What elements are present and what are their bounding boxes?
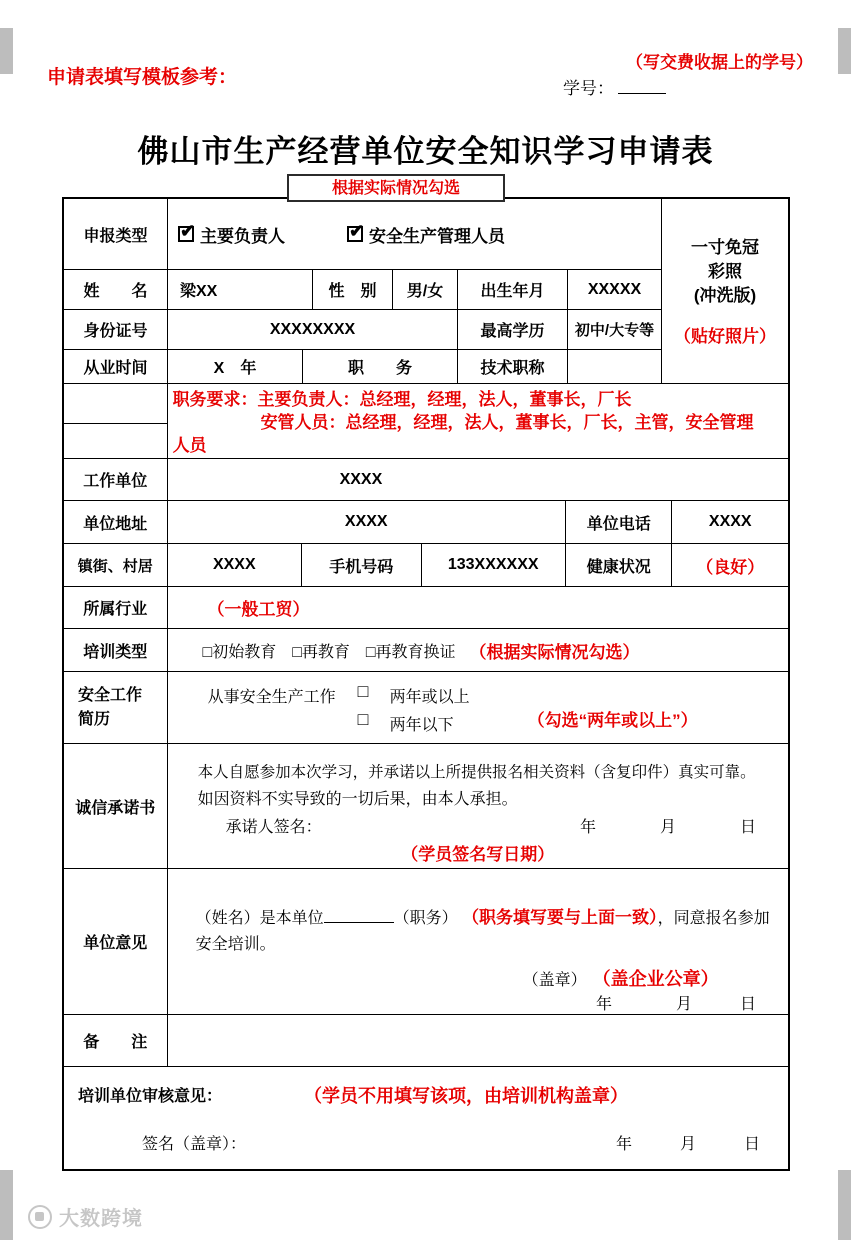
student-number-field: [563, 74, 666, 99]
position-label: 职 务: [302, 350, 457, 383]
unit-opinion-line1: [196, 903, 770, 928]
watermark: [28, 1202, 143, 1231]
industry-cell: [167, 587, 788, 628]
promise-line2: 如因资料不实导致的一切后果，由本人承担。: [197, 791, 518, 808]
unit-opinion-label: 单位意见: [83, 935, 148, 952]
promise-date: 年 月 日: [579, 819, 756, 836]
checkmark-icon: ✔: [349, 221, 365, 241]
page-corner-top-right: [838, 28, 851, 74]
watermark-text: 大数跨境: [59, 1208, 143, 1230]
position-req-line3: 人员: [172, 436, 207, 455]
experience-label-line2: 简历: [78, 710, 111, 728]
id-number-value: XXXXXXXX: [167, 310, 457, 349]
photo-line2: 彩照: [708, 261, 742, 281]
empty-cell: [64, 384, 167, 424]
training-type-hint: （根据实际情况勾选）: [469, 642, 640, 662]
position-requirements: [167, 384, 788, 458]
student-number-blank: [618, 79, 666, 94]
student-number-label: 学号：: [563, 79, 614, 98]
promise-hint: （学员签名写日期）: [401, 845, 555, 864]
position-blank: [324, 908, 394, 923]
page-corner-bottom-left: [0, 1170, 13, 1240]
page-corner-top-left: [0, 28, 13, 74]
training-type-label: 培训类型: [83, 643, 148, 661]
apply-type-option1: 主要负责人: [200, 226, 285, 246]
tech-title-value: [567, 350, 661, 383]
unit-opinion-part4: 安全培训。: [195, 936, 276, 953]
review-hint: （学员不用填写该项，由培训机构盖章）: [304, 1086, 628, 1106]
birth-label: 出生年月: [457, 270, 567, 309]
empty-cell: [64, 424, 167, 458]
address-label: 单位地址: [83, 515, 148, 533]
experience-label-line1: 安全工作: [78, 686, 143, 704]
experience-lead: 从事安全生产工作: [207, 689, 336, 706]
checkmark-icon: ✔: [180, 221, 196, 241]
apply-type-options: [167, 199, 661, 269]
position-req-line1: 职务要求：主要负责人：总经理，经理，法人，董事长，厂长: [172, 390, 632, 409]
photo-cell: [661, 199, 788, 383]
experience-option1: 两年或以上: [389, 689, 470, 706]
gender-label: 性 别: [312, 270, 392, 309]
experience-label: [64, 672, 167, 743]
training-type-options: □初始教育 □再教育 □再教育换证: [202, 643, 456, 661]
student-number-hint: （写交费收据上的学号）: [626, 53, 813, 72]
template-reference-note: 申请表填写模板参考：: [47, 67, 238, 88]
address-value: XXXX: [167, 501, 565, 543]
checkbox-main-responsible[interactable]: [178, 221, 196, 242]
form-title: 佛山市生产经营单位安全知识学习申请表: [137, 134, 714, 169]
apply-type-option2: 安全生产管理人员: [369, 226, 505, 246]
gender-value: 男/女: [392, 270, 457, 309]
promise-sign-label: 承诺人签名：: [225, 819, 322, 836]
unit-opinion-position-hint: （职务填写要与上面一致）: [462, 908, 658, 927]
education-label: 最高学历: [457, 310, 567, 349]
checkbox-two-years-or-more[interactable]: □: [357, 681, 369, 701]
mobile-label: 手机号码: [301, 544, 421, 586]
apply-type-label: 申报类型: [83, 227, 148, 245]
review-label: 培训单位审核意见：: [78, 1088, 223, 1105]
employer-label: 工作单位: [83, 473, 148, 490]
name-value: 梁XX: [167, 270, 312, 309]
photo-line1: 一寸免冠: [691, 237, 759, 257]
industry-label: 所属行业: [83, 601, 148, 618]
work-years-value: X 年: [167, 350, 302, 383]
watermark-logo-icon: [28, 1205, 52, 1229]
position-req-line2: 安管人员：总经理，经理，法人，董事长，厂长，主管，安全管理: [260, 413, 754, 432]
birth-value: XXXXX: [567, 270, 661, 309]
phone-label: 单位电话: [565, 501, 672, 543]
unit-opinion-seal: （盖章）: [522, 972, 587, 989]
remarks-cell: [167, 1015, 788, 1066]
promise-line1: 本人自愿参加本次学习，并承诺以上所提供报名相关资料（含复印件）真实可靠。: [197, 764, 756, 781]
tech-title-label: 技术职称: [457, 350, 567, 383]
review-date: 年 月 日: [615, 1136, 760, 1153]
health-label: 健康状况: [565, 544, 672, 586]
employer-value: XXXX: [339, 470, 383, 488]
unit-opinion-part2: （职务）: [393, 910, 458, 927]
education-value: 初中/大专等: [567, 310, 661, 349]
health-value: （良好）: [671, 544, 788, 586]
industry-value: （一般工贸）: [207, 600, 310, 619]
id-number-label: 身份证号: [83, 323, 148, 340]
unit-opinion-cell: [167, 869, 788, 1014]
town-label: 镇街、村居: [77, 557, 153, 575]
work-years-label: 从业时间: [83, 360, 148, 377]
position-req-label-column: [64, 384, 167, 458]
promise-cell: [167, 744, 788, 868]
unit-opinion-part1: （姓名）是本单位: [195, 910, 324, 927]
photo-paste-hint: （贴好照片）: [674, 326, 776, 346]
experience-cell: [167, 672, 788, 743]
application-table: [62, 197, 790, 1171]
mobile-value: 133XXXXXX: [421, 544, 565, 586]
page-corner-bottom-right: [838, 1170, 851, 1240]
unit-opinion-date: 年 月 日: [595, 996, 756, 1013]
check-actual-callout: 根据实际情况勾选: [287, 174, 505, 202]
photo-line3: (冲洗版): [693, 285, 757, 305]
review-section: [64, 1066, 788, 1169]
promise-label: 诚信承诺书: [75, 799, 156, 817]
experience-hint: （勾选“两年或以上”）: [527, 711, 698, 730]
unit-opinion-seal-hint: （盖企业公章）: [592, 969, 719, 989]
review-sign-label: 签名（盖章）：: [142, 1136, 247, 1153]
name-label: 姓 名: [83, 283, 148, 300]
checkbox-safety-manager[interactable]: [347, 221, 365, 242]
phone-value: XXXX: [671, 501, 788, 543]
checkbox-less-than-two-years[interactable]: □: [357, 709, 369, 729]
employer-cell: [167, 459, 788, 500]
town-value: XXXX: [167, 544, 301, 586]
training-type-cell: [167, 629, 788, 671]
remarks-label: 备 注: [83, 1034, 148, 1051]
experience-option2: 两年以下: [389, 717, 454, 734]
unit-opinion-part3: ，同意报名参加: [657, 910, 770, 927]
